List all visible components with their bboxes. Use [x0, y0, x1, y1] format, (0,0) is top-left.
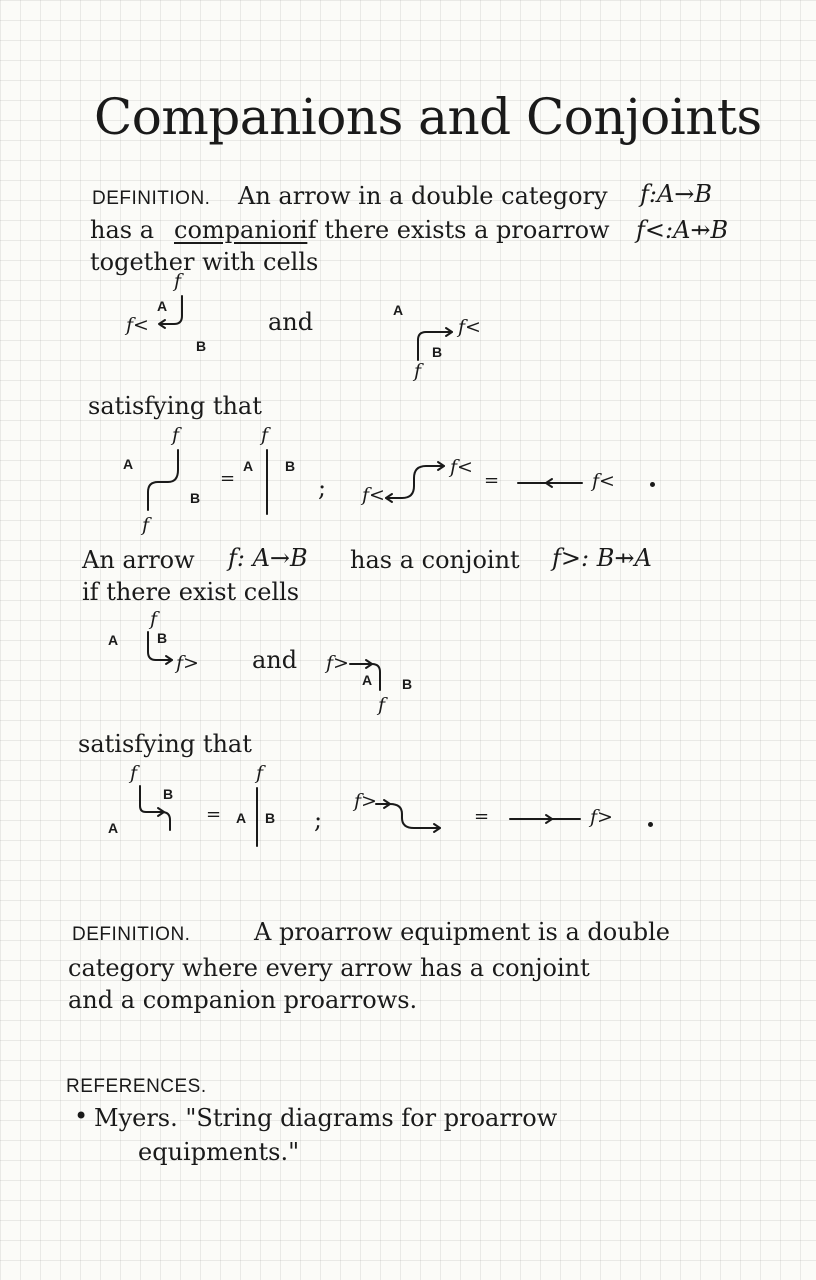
cell-label: B: [402, 676, 413, 692]
page-title: Companions and Conjoints: [94, 88, 762, 146]
conjoint-text: has a conjoint: [350, 546, 520, 574]
conjoint-equation-2-diagram: [370, 798, 446, 834]
cell-label: f: [172, 424, 180, 446]
references-heading: REFERENCES.: [66, 1076, 207, 1097]
conjoint-equation-1-diagram: [132, 784, 182, 834]
cell-label: f: [378, 694, 386, 716]
cell-label: A: [393, 302, 404, 318]
cell-label: B: [285, 458, 296, 474]
conjoint-text: An arrow: [82, 546, 195, 574]
cell-label: f: [174, 270, 182, 292]
cell-label: B: [190, 490, 201, 506]
definition-text: An arrow in a double category: [238, 182, 608, 210]
math-expression: f>: B⇸A: [552, 544, 652, 572]
conjoint-text: if there exist cells: [82, 578, 300, 606]
reference-item: Myers. "String diagrams for proarrow: [94, 1104, 558, 1132]
equals-sign: =: [220, 468, 236, 489]
cell-label: A: [108, 632, 119, 648]
cell-label: f>: [176, 652, 199, 674]
math-expression: f:A→B: [640, 180, 713, 208]
cell-label: f: [150, 608, 158, 630]
conjoint-cell-1-diagram: [140, 628, 180, 668]
conjoint-cell-2-diagram: [348, 656, 388, 696]
definition-text: together with cells: [90, 248, 319, 276]
satisfying-label: satisfying that: [78, 730, 252, 758]
cell-label: f>: [354, 790, 377, 812]
arrow-line: [516, 476, 586, 490]
cell-label: f<: [126, 314, 149, 336]
definition-text: and a companion proarrows.: [68, 986, 418, 1014]
equals-sign: =: [474, 806, 490, 827]
definition-text: has a: [90, 216, 155, 244]
cell-label: f<: [362, 484, 385, 506]
identity-line: [252, 786, 262, 850]
definition-heading: DEFINITION.: [72, 924, 191, 945]
companion-equation-1-diagram: [140, 446, 190, 518]
cell-label: f>: [590, 806, 613, 828]
separator: ;: [318, 474, 327, 502]
and-label: and: [268, 308, 314, 336]
definition-text: if there exists a proarrow: [300, 216, 610, 244]
cell-label: B: [265, 810, 276, 826]
cell-label: f: [130, 762, 138, 784]
cell-label: f: [256, 762, 264, 784]
cell-label: f<: [458, 316, 481, 338]
cell-label: f<: [592, 470, 615, 492]
period-dot: [650, 482, 655, 487]
equals-sign: =: [206, 804, 222, 825]
math-expression: f: A→B: [228, 544, 308, 572]
cell-label: f: [261, 424, 269, 446]
companion-equation-2-diagram: [380, 458, 450, 506]
cell-label: A: [123, 456, 134, 472]
period-dot: [648, 822, 653, 827]
companion-cell-2-diagram: [410, 320, 460, 364]
cell-label: B: [432, 344, 443, 360]
equals-sign: =: [484, 470, 500, 491]
identity-line: [262, 448, 272, 518]
cell-label: A: [236, 810, 247, 826]
cell-label: f: [142, 514, 150, 536]
and-label: and: [252, 646, 298, 674]
math-expression: f<:A⇸B: [636, 216, 729, 244]
companion-term: companion: [174, 216, 308, 244]
companion-cell-1-diagram: [150, 290, 200, 330]
separator: ;: [314, 806, 323, 834]
bullet: •: [74, 1102, 89, 1130]
definition-heading: DEFINITION.: [92, 188, 211, 209]
satisfying-label: satisfying that: [88, 392, 262, 420]
cell-label: B: [163, 786, 174, 802]
cell-label: A: [362, 672, 373, 688]
definition-text: A proarrow equipment is a double: [254, 918, 670, 946]
definition-text: category where every arrow has a conjoint: [68, 954, 590, 982]
reference-item: equipments.": [138, 1138, 300, 1166]
cell-label: B: [196, 338, 207, 354]
cell-label: f<: [450, 456, 473, 478]
cell-label: A: [108, 820, 119, 836]
cell-label: A: [157, 298, 168, 314]
cell-label: f>: [326, 652, 349, 674]
cell-label: f: [414, 360, 422, 382]
cell-label: A: [243, 458, 254, 474]
arrow-line: [508, 812, 584, 826]
cell-label: B: [157, 630, 168, 646]
